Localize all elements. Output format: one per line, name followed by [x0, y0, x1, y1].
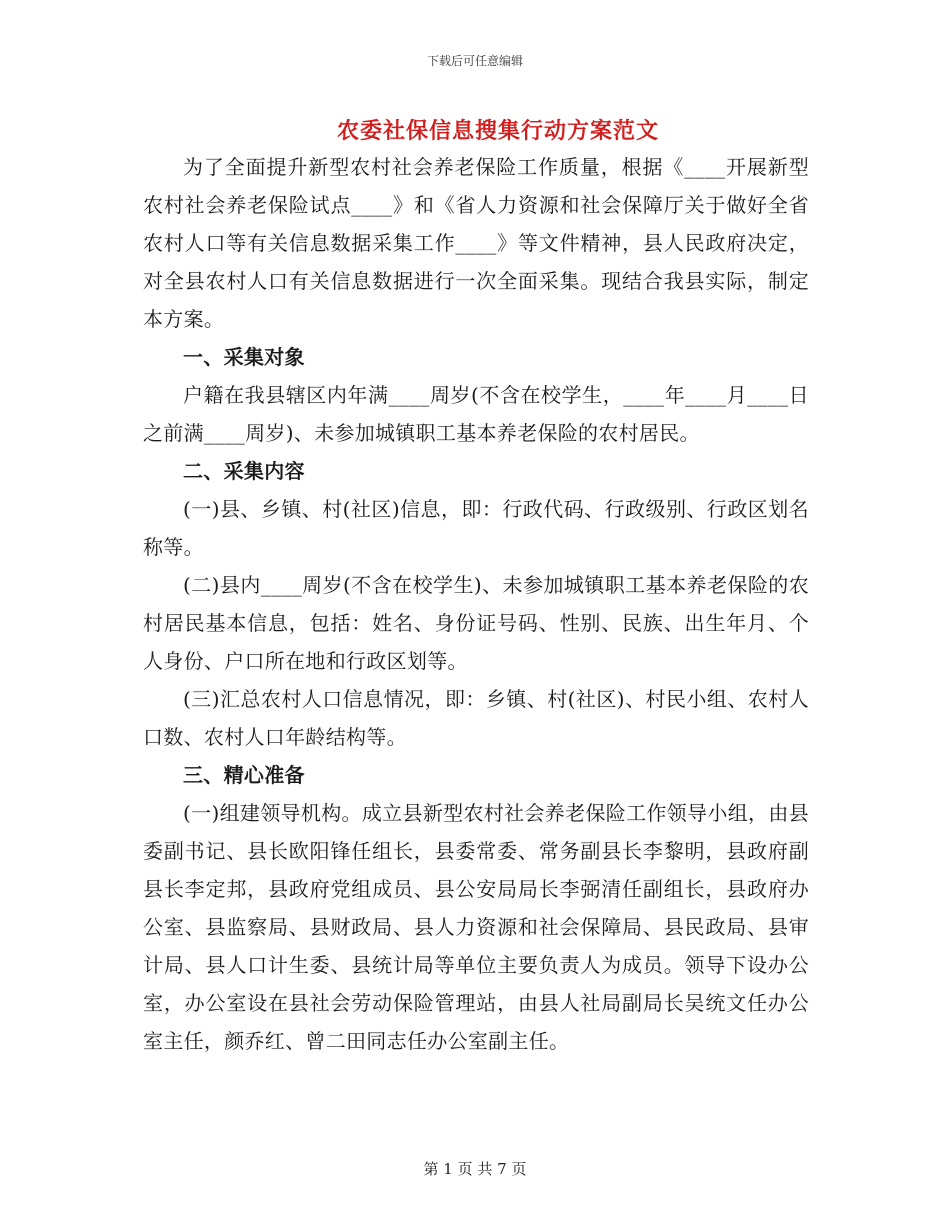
page-footer: 第 1 页 共 7 页 — [423, 1160, 527, 1178]
section-heading-3: 三、精心准备 — [183, 763, 305, 787]
section-heading-1: 一、采集对象 — [183, 345, 305, 369]
section-3-paragraph-a: (一)组建领导机构。成立县新型农村社会养老保险工作领导小组，由县委副书记、县长欧阳锋任组长，县委常委、常务副县长李黎明，县政府副县长李定邦，县政府党组成员、县公安局局长李弼清任副组长，县政府办公室、县监察局、县财政局、县人力资源和社会保障局、县民政局、县审计局、县人口计生委、县统计局等单位主要负责人为成员。领导下设办公室，办公室设在县社会劳动保险管理站，由县人社局副局长吴统文任办公室主任，颜乔红、曾二田同志任办公室副主任。 — [143, 801, 809, 1053]
section-1-paragraph: 户籍在我县辖区内年满____周岁(不含在校学生，____年____月____日之前满____周岁)、未参加城镇职工基本养老保险的农村居民。 — [143, 383, 809, 445]
document-title: 农委社保信息搜集行动方案范文 — [336, 118, 659, 144]
section-2-paragraph-b: (二)县内____周岁(不含在校学生)、未参加城镇职工基本养老保险的农村居民基本信息，包括：姓名、身份证号码、性别、民族、出生年月、个人身份、户口所在地和行政区划等。 — [143, 573, 809, 673]
section-heading-2: 二、采集内容 — [183, 459, 305, 483]
document-body — [143, 148, 809, 1060]
section-2-paragraph-c: (三)汇总农村人口信息情况，即：乡镇、村(社区)、村民小组、农村人口数、农村人口年龄结构等。 — [143, 687, 809, 749]
intro-paragraph: 为了全面提升新型农村社会养老保险工作质量，根据《____开展新型农村社会养老保险试点____》和《省人力资源和社会保障厅关于做好全省农村人口等有关信息数据采集工作____》等文件精神，县人民政府决定，对全县农村人口有关信息数据进行一次全面采集。现结合我县实际，制定本方案。 — [143, 155, 809, 331]
section-2-paragraph-a: (一)县、乡镇、村(社区)信息，即：行政代码、行政级别、行政区划名称等。 — [143, 497, 809, 559]
header-note: 下载后可任意编辑 — [426, 54, 523, 68]
